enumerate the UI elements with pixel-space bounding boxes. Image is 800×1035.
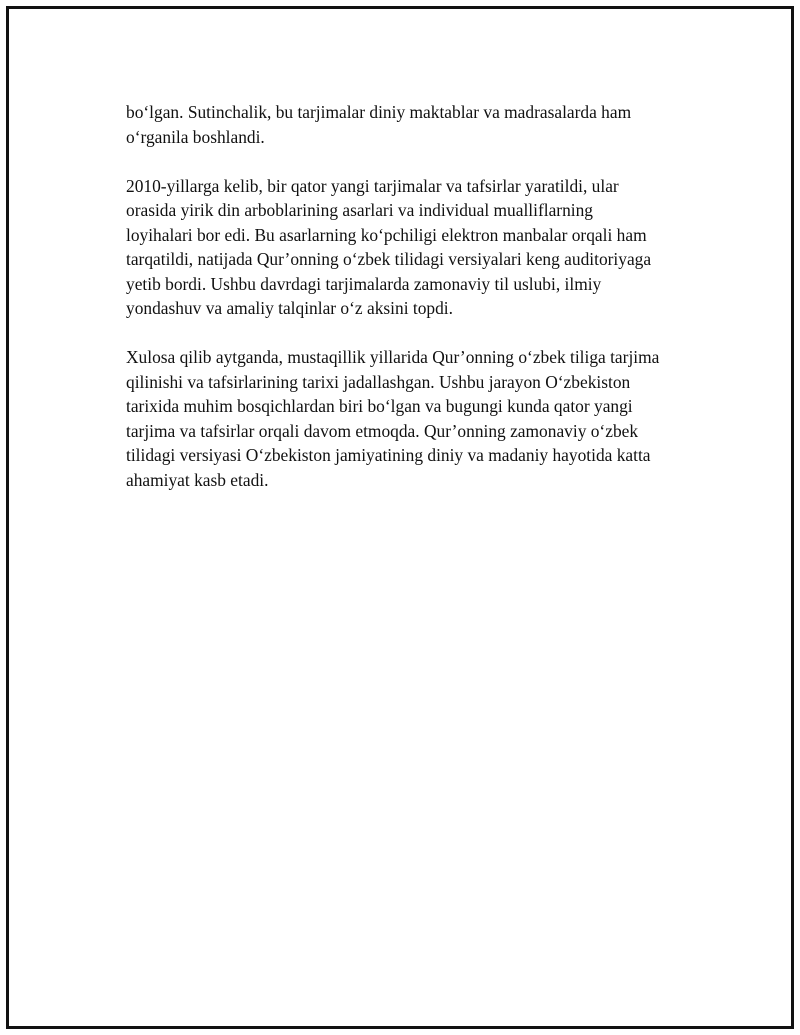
paragraph-continuation xyxy=(126,100,706,149)
text-line: loyihalari bor edi. Bu asarlarning ko‘pchiligi elektron manbalar orqali ham xyxy=(126,224,647,245)
text-line: tarixida muhim bosqichlardan biri bo‘lgan va bugungi kunda qator yangi xyxy=(126,396,633,416)
paragraph-2010s-translations xyxy=(126,174,706,321)
text-line: yondashuv va amaliy talqinlar o‘z aksini topdi. xyxy=(126,298,453,318)
page-frame xyxy=(6,6,794,1029)
text-line: o‘rganila boshlandi. xyxy=(126,126,265,147)
text-line: ahamiyat kasb etadi. xyxy=(126,469,269,490)
document-body xyxy=(126,100,706,517)
text-line: orasida yirik din arboblarining asarlari va individual mualliflarning xyxy=(126,200,593,220)
paragraph-conclusion xyxy=(126,345,706,492)
text-line: tarqatildi, natijada Qur’onning o‘zbek tilidagi versiyalari keng auditoriyaga xyxy=(126,249,652,269)
text-line: yetib bordi. Ushbu davrdagi tarjimalarda zamonaviy til uslubi, ilmiy xyxy=(126,273,602,294)
text-line: 2010-yillarga kelib, bir qator yangi tarjimalar va tafsirlar yaratildi, ular xyxy=(126,175,619,196)
text-line: Xulosa qilib aytganda, mustaqillik yillarida Qur’onning o‘zbek tiliga tarjima xyxy=(126,347,660,367)
text-line: tilidagi versiyasi O‘zbekiston jamiyatining diniy va madaniy hayotida katta xyxy=(126,445,651,465)
text-line: bo‘lgan. Sutinchalik, bu tarjimalar diniy maktablar va madrasalarda ham xyxy=(126,102,632,122)
text-line: qilinishi va tafsirlarining tarixi jadallashgan. Ushbu jarayon O‘zbekiston xyxy=(126,371,631,392)
text-line: tarjima va tafsirlar orqali davom etmoqda. Qur’onning zamonaviy o‘zbek xyxy=(126,420,639,441)
